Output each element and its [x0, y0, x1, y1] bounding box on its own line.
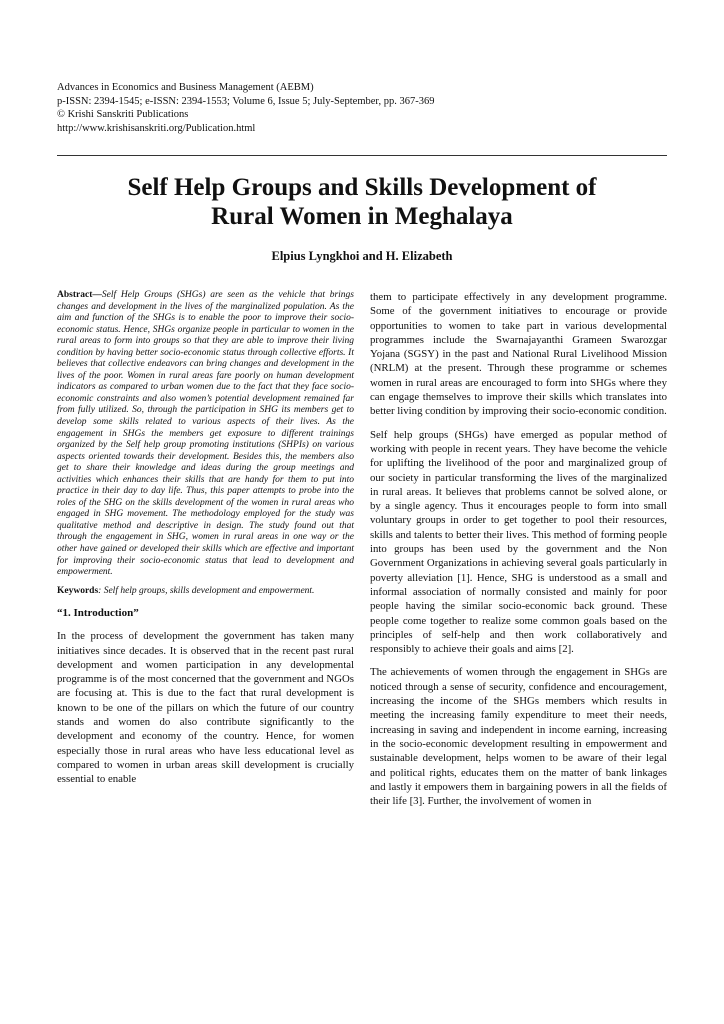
section-heading-introduction: “1. Introduction”: [57, 607, 139, 620]
abstract-text: Self Help Groups (SHGs) are seen as the vehicle that brings changes and development in the lives of the marginalized population. As the aim and function of the SHGs is to enable the poor to improve their socio-economic status. Hence, SHGs organize people in particular to women in the rural areas to form into groups so that they are able to improve their living condition by having better socio-economic status through collective efforts. It believes that collective endeavors can bring changes and development in the lives of the poor. Women in rural areas fare poorly on human development indicators as compared to urban women due to the fact that they face socio-economic constraints and also women’s potential development remained far from fully utilized. So, through the participation in SHG its members get to develop some skills related to various aspects of their lives. As the engagement in SHGs the members get exposure to different trainings organized by the Self help group promoting institutions (SHPIs) on various aspects oriented towards their development. Besides this, the members also get to share their knowledge and ideas during the group meetings and activities which enhances their skills that are handy for them to put into practice in their day to day life. Thus, this paper attempts to probe into the roles of the SHG on the skills development of the women in rural areas who engaged in SHG movement. The methodology employed for the study was qualitative method and descriptive in design. The study found out that through the engagement in SHG, women in rural areas in one way or the other have gained or developed their skills which are effective and important for improving their socio-economic status that lead to development and empowerment.: [57, 290, 354, 578]
title-line-1: Self Help Groups and Skills Development of: [127, 174, 597, 201]
left-column: [57, 290, 354, 786]
header-divider: [57, 155, 667, 156]
right-paragraph-1: them to participate effectively in any development programme. Some of the government initiatives to encourage or provide opportunities to women to take part in various developmental programmes include the Swarnajayanthi Grameen Swarozgar Yojana (SGSY) in the past and National Rural Livelihood Mission (NRLM) at the present. Through these programme or schemes women in rural areas are encouraged to form into SHGs where they can engage themselves to improve their skills which translates into better living condition by improving their socio-economic condition.: [370, 291, 667, 418]
journal-name: Advances in Economics and Business Management (AEBM): [57, 82, 314, 93]
title-line-2: Rural Women in Meghalaya: [211, 203, 513, 230]
publication-url: http://www.krishisanskriti.org/Publication.html: [57, 122, 256, 134]
right-column: [370, 290, 667, 808]
keywords-lead: Keywords: [57, 585, 99, 596]
intro-paragraph-1: In the process of development the government has taken many initiatives since decades. It is observed that in the recent past rural development and women participation in any developmental programme is of the most concerned that the government and NGOs are focusing at. This is due to the fact that rural development is known to be one of the pillars on which the future of our country stands and women do also contribute significantly to the development and economy of the country. Hence, for women especially those in rural areas who have less educational level as compared to women in urban areas skill development is crucially essential to enable: [57, 630, 354, 786]
paper-title: [57, 173, 667, 231]
keywords-text: : Self help groups, skills development and empowerment.: [98, 585, 315, 596]
abstract-lead: Abstract—: [57, 290, 102, 300]
issn-info: p-ISSN: 2394-1545; e-ISSN: 2394-1553; Volume 6, Issue 5; July-September, pp. 367-369: [57, 95, 435, 107]
right-paragraph-3: The achievements of women through the engagement in SHGs are noticed through a sense of security, confidence and encouragement, increasing the income of the SHGs members which results in meeting the increasing family expenditure to meet their needs, increasing in saving and independent in income earning, increasing in the socio-economic development resulting in empowerment and sustainable development, helps women to be aware of their legal and political rights, educates them on the matter of bank linkages and lastly it empowers them in bargaining powers in all the fields of their life [3]. Further, the involvement of women in: [370, 666, 667, 808]
keywords: [57, 586, 354, 598]
abstract: [57, 290, 354, 579]
right-paragraph-2: Self help groups (SHGs) have emerged as popular method of working with people in recent years. They have become the vehicle for uplifting the livelihood of the poor and marginalized group of our society in particular transforming the lives of the marginalized in rural areas. It believes that problems cannot be solved alone, or by a single agency. Thus it encourages people to form into small voluntary groups in order to get together to pool their resources, skills and talents to better their lives. This method of forming people into groups has been used by the government and the Non Government Organizations in achieving several goals particularly in poverty alleviation [1]. Hence, SHG is understood as a small and informal association of normally consisted and mainly for poor people having the similar socio-economic back ground. These people come together to realize some common goals based on the principles of self-help and then work collaboratively and responsibly to achieve their goals and aims [2].: [370, 428, 667, 656]
journal-header: [57, 81, 667, 135]
publisher-line: © Krishi Sanskriti Publications: [57, 109, 189, 121]
paper-authors: Elpius Lyngkhoi and H. Elizabeth: [271, 249, 453, 263]
